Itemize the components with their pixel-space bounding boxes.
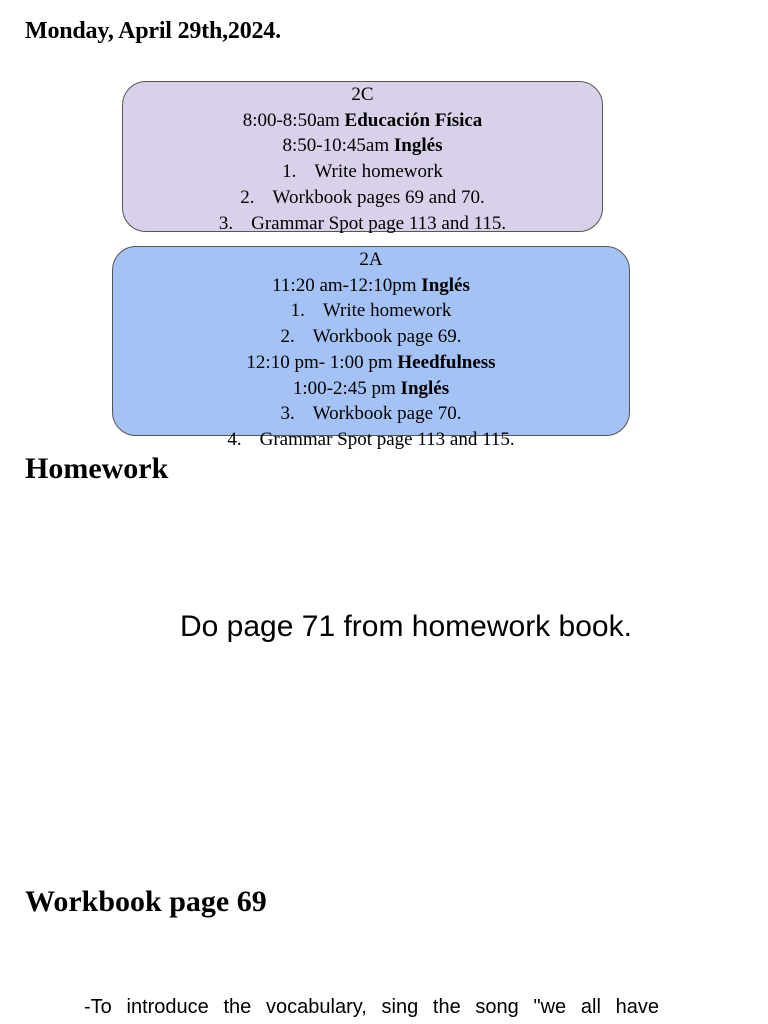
task-number: 3. — [280, 403, 295, 425]
slot-time: 12:10 pm- 1:00 pm — [246, 351, 398, 373]
task-item — [123, 211, 602, 237]
task-item — [123, 185, 602, 211]
task-text: Write homework — [314, 161, 443, 183]
schedule-slot — [113, 273, 629, 299]
slot-subject: Inglés — [400, 377, 450, 399]
task-text: Grammar Spot page 113 and 115. — [251, 212, 507, 234]
task-text: Workbook pages 69 and 70. — [272, 186, 485, 208]
task-text: Workbook page 70. — [312, 403, 462, 425]
slot-time: 1:00-2:45 pm — [292, 377, 401, 399]
schedule-box-2a — [112, 246, 630, 450]
task-item — [123, 159, 602, 185]
homework-text: Do page 71 from homework book. — [180, 610, 632, 643]
task-number: 3. — [218, 212, 234, 234]
date-heading: Monday, April 29th,2024. — [25, 18, 281, 44]
task-number: 2. — [240, 186, 255, 208]
task-text: Write homework — [322, 300, 452, 322]
group-label: 2C — [351, 84, 374, 105]
task-item — [113, 427, 629, 453]
task-item — [113, 324, 629, 350]
task-item — [113, 298, 629, 324]
workbook-heading: Workbook page 69 — [25, 885, 267, 918]
task-item — [113, 401, 629, 427]
task-number: 1. — [282, 161, 297, 183]
task-number: 1. — [290, 300, 305, 322]
slot-time: 8:50-10:45am — [282, 135, 394, 157]
task-number: 2. — [280, 326, 295, 348]
slot-time: 8:00-8:50am — [242, 109, 345, 131]
schedule-slot — [113, 376, 629, 402]
task-text: Grammar Spot page 113 and 115. — [259, 428, 515, 450]
slot-time: 11:20 am-12:10pm — [272, 274, 422, 296]
slot-subject: Heedfulness — [397, 351, 496, 373]
schedule-slot — [113, 350, 629, 376]
slot-subject: Inglés — [421, 274, 470, 296]
slot-subject: Educación Física — [344, 109, 483, 131]
schedule-box-2c — [122, 81, 603, 232]
workbook-intro-text: -To introduce the vocabulary, sing the song "we all have — [84, 996, 659, 1018]
schedule-slot — [123, 108, 602, 134]
group-label: 2A — [359, 249, 383, 270]
homework-heading: Homework — [25, 452, 169, 485]
schedule-slot — [123, 133, 602, 159]
task-number: 4. — [227, 428, 242, 450]
task-text: Workbook page 69. — [312, 326, 462, 348]
slot-subject: Inglés — [393, 135, 443, 157]
